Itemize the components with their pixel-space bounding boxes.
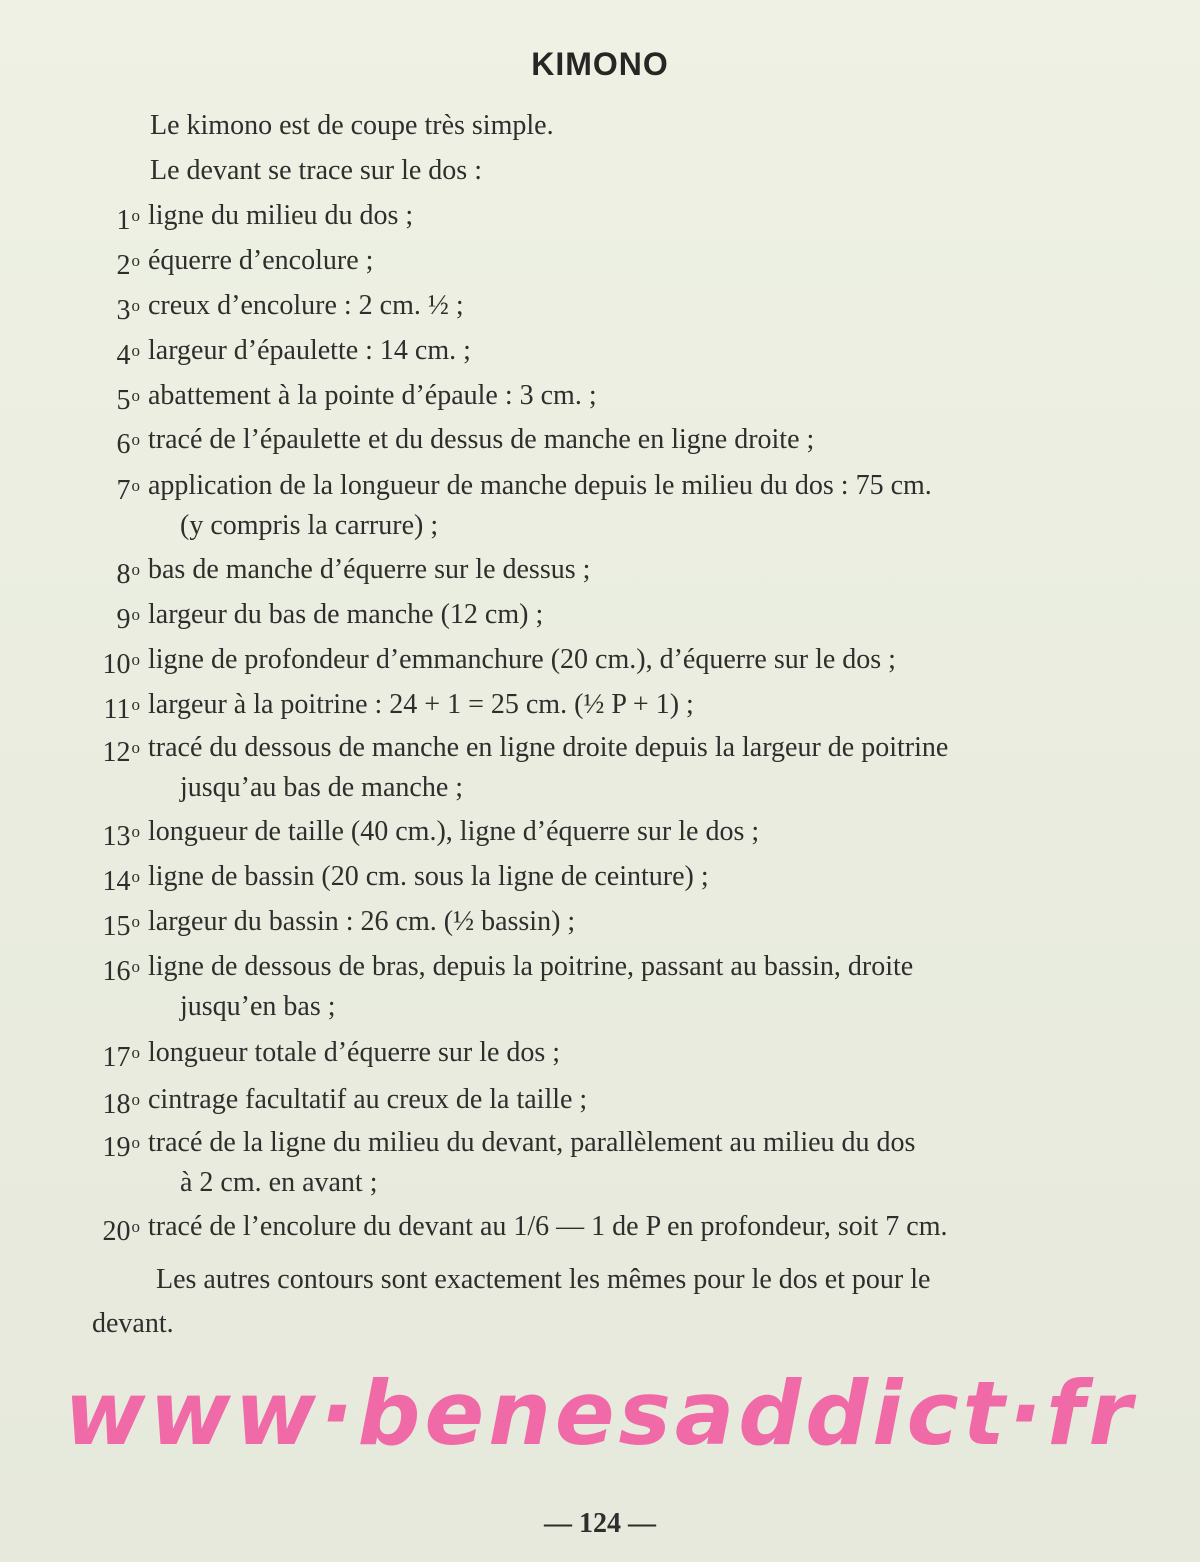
- step-number-value: 19: [102, 1132, 131, 1163]
- degree-mark: o: [131, 867, 140, 886]
- step-text: largeur à la poitrine : 24 + 1 = 25 cm. (½ P + 1) ;: [148, 689, 694, 720]
- step-number: [0, 1033, 140, 1078]
- step-text: abattement à la pointe d’épaule : 3 cm. ;: [148, 380, 597, 411]
- degree-mark: o: [131, 1217, 140, 1236]
- degree-mark: o: [131, 251, 140, 270]
- step-number: [0, 331, 140, 376]
- step-number-value: 14: [102, 866, 131, 897]
- step-text-continued: jusqu’en bas ;: [180, 991, 336, 1022]
- step-number: [0, 812, 140, 857]
- step-number-value: 6: [116, 429, 131, 460]
- step-text: tracé du dessous de manche en ligne droite depuis la largeur de poitrine: [148, 732, 949, 763]
- step-number-value: 3: [116, 295, 131, 326]
- step-number-value: 11: [103, 694, 131, 725]
- step-text: cintrage facultatif au creux de la taille ;: [148, 1084, 588, 1115]
- degree-mark: o: [131, 695, 140, 714]
- closing-line-1: Les autres contours sont exactement les mêmes pour le dos et pour le: [156, 1264, 931, 1295]
- step-number: [0, 640, 140, 685]
- degree-mark: o: [131, 296, 140, 315]
- step-number-value: 18: [102, 1089, 131, 1120]
- degree-mark: o: [131, 206, 140, 225]
- step-number-value: 15: [102, 911, 131, 942]
- step-number: [0, 857, 140, 902]
- step-text: creux d’encolure : 2 cm. ½ ;: [148, 290, 464, 321]
- step-text: équerre d’encolure ;: [148, 245, 374, 276]
- step-number-value: 17: [102, 1042, 131, 1073]
- step-text: tracé de l’épaulette et du dessus de manche en ligne droite ;: [148, 424, 815, 455]
- closing-line-2: devant.: [92, 1308, 174, 1339]
- step-text: ligne de profondeur d’emmanchure (20 cm.), d’équerre sur le dos ;: [148, 644, 896, 675]
- closing-paragraph: [92, 1258, 1132, 1346]
- step-text: ligne de dessous de bras, depuis la poitrine, passant au bassin, droite: [148, 951, 914, 982]
- step-text: tracé de l’encolure du devant au 1/6 — 1 de P en profondeur, soit 7 cm.: [148, 1211, 948, 1242]
- degree-mark: o: [131, 957, 140, 976]
- intro-line-1: Le kimono est de coupe très simple.: [150, 110, 554, 141]
- step-number-value: 20: [102, 1216, 131, 1247]
- step-number: [0, 595, 140, 640]
- step-text-continued: jusqu’au bas de manche ;: [180, 772, 464, 803]
- step-text: bas de manche d’équerre sur le dessus ;: [148, 554, 591, 585]
- step-number: [0, 196, 140, 241]
- degree-mark: o: [131, 605, 140, 624]
- step-number: [0, 420, 140, 465]
- step-number: [0, 947, 140, 992]
- intro-line-2: Le devant se trace sur le dos :: [150, 155, 482, 186]
- step-text-continued: à 2 cm. en avant ;: [180, 1167, 378, 1198]
- step-number-value: 2: [116, 250, 131, 281]
- step-number-value: 12: [102, 737, 131, 768]
- step-text: longueur de taille (40 cm.), ligne d’équerre sur le dos ;: [148, 816, 760, 847]
- step-number-value: 4: [116, 340, 131, 371]
- step-number-value: 9: [116, 604, 131, 635]
- step-number-value: 8: [116, 559, 131, 590]
- step-number-value: 5: [116, 385, 131, 416]
- degree-mark: o: [131, 822, 140, 841]
- step-number-value: 7: [116, 475, 131, 506]
- step-text: largeur du bassin : 26 cm. (½ bassin) ;: [148, 906, 576, 937]
- step-text: tracé de la ligne du milieu du devant, parallèlement au milieu du dos: [148, 1127, 916, 1158]
- step-number: [0, 376, 140, 421]
- step-number-value: 13: [102, 821, 131, 852]
- degree-mark: o: [131, 650, 140, 669]
- degree-mark: o: [131, 476, 140, 495]
- degree-mark: o: [131, 430, 140, 449]
- step-text: largeur du bas de manche (12 cm) ;: [148, 599, 544, 630]
- step-number: [0, 1123, 140, 1168]
- step-number: [0, 685, 140, 730]
- page-number: — 124 —: [544, 1508, 656, 1539]
- degree-mark: o: [131, 386, 140, 405]
- step-text-continued: (y compris la carrure) ;: [180, 510, 439, 541]
- step-number-value: 10: [102, 649, 131, 680]
- step-number: [0, 1207, 140, 1252]
- step-number: [0, 286, 140, 331]
- degree-mark: o: [131, 1090, 140, 1109]
- degree-mark: o: [131, 341, 140, 360]
- degree-mark: o: [131, 1043, 140, 1062]
- step-text: ligne du milieu du dos ;: [148, 200, 414, 231]
- degree-mark: o: [131, 1133, 140, 1152]
- step-text: longueur totale d’équerre sur le dos ;: [148, 1037, 561, 1068]
- degree-mark: o: [131, 560, 140, 579]
- watermark: www·benesaddict·fr: [64, 1362, 1136, 1465]
- step-text: application de la longueur de manche depuis le milieu du dos : 75 cm.: [148, 470, 932, 501]
- degree-mark: o: [131, 912, 140, 931]
- step-number: [0, 550, 140, 595]
- page-title: KIMONO: [531, 46, 669, 82]
- step-number: [0, 1080, 140, 1125]
- step-number: [0, 728, 140, 773]
- step-number: [0, 902, 140, 947]
- step-text: largeur d’épaulette : 14 cm. ;: [148, 335, 471, 366]
- step-number: [0, 466, 140, 511]
- step-number-value: 1: [116, 205, 131, 236]
- step-text: ligne de bassin (20 cm. sous la ligne de ceinture) ;: [148, 861, 709, 892]
- step-number-value: 16: [102, 956, 131, 987]
- degree-mark: o: [131, 738, 140, 757]
- step-number: [0, 241, 140, 286]
